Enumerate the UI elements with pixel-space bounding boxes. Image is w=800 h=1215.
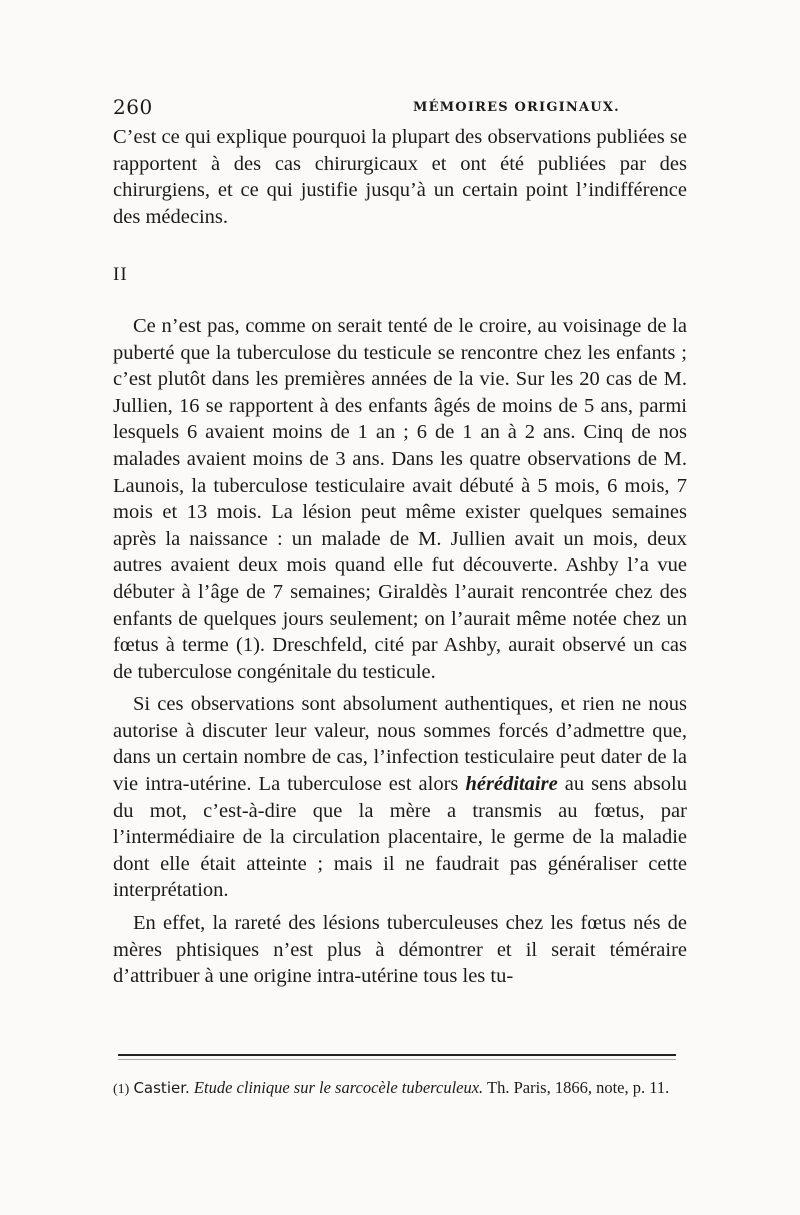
- main-text: [113, 124, 687, 990]
- footnote-reference: Th. Paris, 1866, note, p. 11.: [483, 1078, 670, 1097]
- emphasis-hereditaire: héréditaire: [465, 773, 558, 796]
- section-heading: II: [113, 264, 128, 286]
- footnote-divider-shadow: [118, 1059, 676, 1060]
- footnote: [113, 1076, 687, 1101]
- footnote-divider: [118, 1054, 676, 1056]
- paragraph-1: C’est ce qui explique pourquoi la plupart des observations publiées se rapportent à des cas chirurgicaux et ont été publiées par des chirurgiens, et ce qui justifie jusqu’à un certain point l’indifférence des médecins.: [113, 126, 687, 228]
- paragraph-3: [113, 691, 687, 904]
- running-head: MÉMOIRES ORIGINAUX.: [413, 100, 620, 115]
- paragraph-3-text-b: au sens absolu du mot, c’est-à-dire que la mère a transmis au fœtus, par l’intermédiaire de la circulation placentaire, le germe de la maladie dont elle était atteinte ; mais il ne faudrait pas généraliser cette interprétation.: [113, 773, 687, 902]
- paragraph-2: Ce n’est pas, comme on serait tenté de le croire, au voisinage de la puberté que la tuberculose du testicule se rencontre chez les enfants ; c’est plutôt dans les premières années de la vie. Sur les 20 cas de M. Jullien, 16 se rapportent à des enfants âgés de moins de 5 ans, parmi lesquels 6 avaient moins de 1 an ; 6 de 1 an à 2 ans. Cinq de nos malades avaient moins de 3 ans. Dans les quatre observations de M. Launois, la tuberculose testiculaire avait débuté à 5 mois, 6 mois, 7 mois et 13 mois. La lésion peut même exister quelques semaines après la naissance : un malade de M. Jullien avait un mois, deux autres avaient deux mois quand elle fut découverte. Ashby l’a vue débuter à l’âge de 7 semaines; Giraldès l’aurait rencontrée chez des enfants de quelques jours seulement; on l’aurait même notée chez un fœtus à terme (1). Dreschfeld, cité par Ashby, aurait observé un cas de tuberculose congénitale du testicule.: [113, 314, 687, 683]
- page-header: [113, 95, 685, 121]
- footnote-author: Castier.: [133, 1079, 190, 1097]
- paragraph-4: En effet, la rareté des lésions tuberculeuses chez les fœtus nés de mères phtisiques n’est plus à démontrer et il serait téméraire d’attribuer à une origine intra-utérine tous les tu-: [113, 912, 687, 988]
- footnote-marker: (1): [113, 1082, 130, 1097]
- paragraph-3-text-a: Si ces observations sont absolument authentiques, et rien ne nous autorise à discuter leur valeur, nous sommes forcés d’admettre que, dans un certain nombre de cas, l’infection testiculaire peut dater de la vie intra-utérine. La tuberculose est alors: [113, 693, 687, 796]
- footnote-title: Etude clinique sur le sarcocèle tuberculeux.: [193, 1078, 484, 1097]
- page-number: 260: [113, 95, 153, 119]
